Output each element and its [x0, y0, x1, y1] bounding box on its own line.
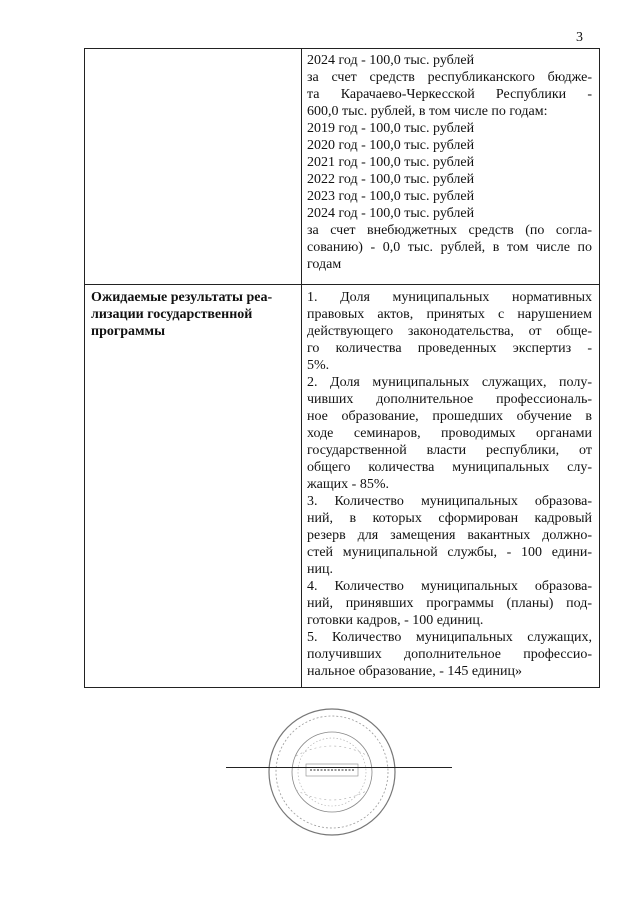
result-line: правовых актов, принятых с нарушением [307, 307, 592, 322]
result-line: 5%. [307, 358, 330, 373]
funding-extra-line: за счет внебюджетных средств (по согла- [307, 223, 592, 238]
result-line: ний, в которых сформирован кадровый [307, 511, 592, 526]
funding-line: 2024 год - 100,0 тыс. рублей [307, 53, 475, 68]
funding-year-line: 2024 год - 100,0 тыс. рублей [307, 206, 475, 221]
results-cell [307, 289, 592, 680]
result-line: 2. Доля муниципальных служащих, полу- [307, 375, 592, 390]
column-divider [301, 49, 302, 687]
funding-republican-line: 600,0 тыс. рублей, в том числе по годам: [307, 104, 548, 119]
funding-year-line: 2023 год - 100,0 тыс. рублей [307, 189, 475, 204]
results-label-line: Ожидаемые результаты реа- [91, 290, 273, 305]
results-label [91, 289, 297, 340]
result-line: стей муниципальной службы, - 100 едини- [307, 545, 592, 560]
result-line: государственной власти республики, от [307, 443, 592, 458]
result-line: 1. Доля муниципальных нормативных [307, 290, 592, 305]
result-item-5 [307, 629, 592, 680]
result-line: ходе семинаров, проводимых органами [307, 426, 592, 441]
result-line: общего количества муниципальных слу- [307, 460, 592, 475]
result-item-3 [307, 493, 592, 578]
funding-year-line: 2020 год - 100,0 тыс. рублей [307, 138, 475, 153]
result-item-2 [307, 374, 592, 493]
funding-year-line: 2022 год - 100,0 тыс. рублей [307, 172, 475, 187]
result-line: 4. Количество муниципальных образова- [307, 579, 592, 594]
result-line: ний, принявших программы (планы) под- [307, 596, 592, 611]
result-line: 5. Количество муниципальных служащих, [307, 630, 592, 645]
result-line: 3. Количество муниципальных образова- [307, 494, 592, 509]
official-seal-icon [266, 706, 398, 838]
result-line: готовки кадров, - 100 единиц. [307, 613, 484, 628]
program-table [84, 48, 600, 688]
result-item-1 [307, 289, 592, 374]
result-line: ниц. [307, 562, 333, 577]
funding-extra-line: сованию) - 0,0 тыс. рублей, в том числе по [307, 240, 592, 255]
funding-republican-line: та Карачаево-Черкесской Республики - [307, 87, 592, 102]
result-line: нальное образование, - 145 единиц» [307, 664, 522, 679]
row-divider [85, 284, 599, 285]
funding-republican-line: за счет средств республиканского бюдже- [307, 70, 592, 85]
results-label-line: программы [91, 324, 165, 339]
result-line: жащих - 85%. [307, 477, 389, 492]
result-line: резерв для замещения вакантных должно- [307, 528, 592, 543]
result-line: действующего законодательства, от обще- [307, 324, 592, 339]
result-line: чивших дополнительное профессиональ- [307, 392, 592, 407]
result-line: го количества проведенных экспертиз - [307, 341, 592, 356]
signature-line [226, 767, 452, 768]
results-label-line: лизации государственной [91, 307, 253, 322]
funding-extra-line: годам [307, 257, 342, 272]
funding-year-line: 2021 год - 100,0 тыс. рублей [307, 155, 475, 170]
funding-cell [307, 52, 592, 273]
result-line: получивших дополнительное профессио- [307, 647, 592, 662]
result-item-4 [307, 578, 592, 629]
page-number: 3 [576, 30, 583, 45]
result-line: ное образование, прошедших обучение в [307, 409, 592, 424]
funding-year-line: 2019 год - 100,0 тыс. рублей [307, 121, 475, 136]
